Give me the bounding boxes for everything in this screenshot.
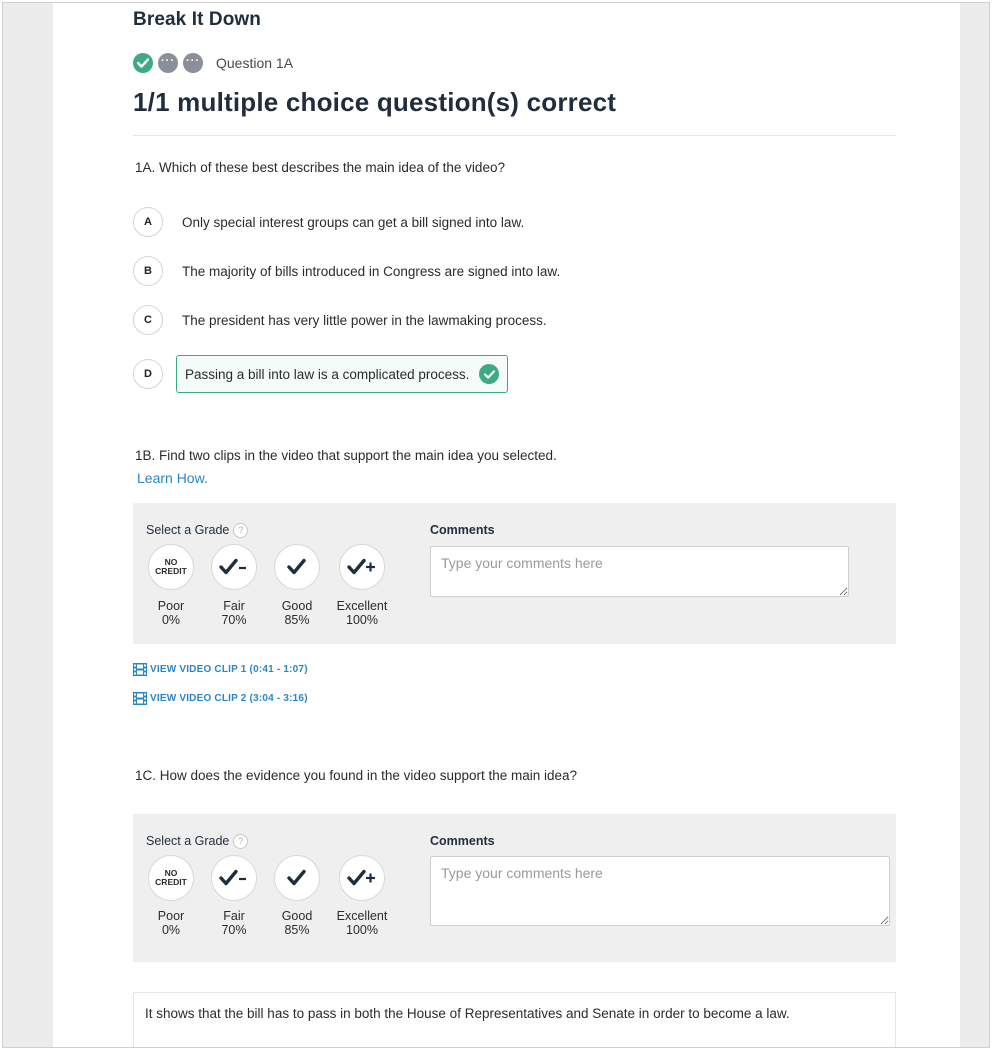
choice-letter[interactable]: B: [133, 256, 163, 286]
grade-caption-poor: Poor 0%: [157, 909, 185, 937]
progress-label: Question 1A: [216, 55, 294, 71]
score-heading: 1/1 multiple choice question(s) correct: [133, 87, 617, 117]
grade-caption-good: Good 85%: [281, 599, 313, 627]
choice-text: The majority of bills introduced in Congress are signed into law.: [182, 263, 561, 279]
video-clip-2-link[interactable]: [133, 692, 308, 705]
film-icon: [133, 663, 147, 676]
grade-excellent-button[interactable]: [339, 855, 385, 901]
page-frame: [2, 2, 990, 1048]
correct-check-icon: [479, 364, 499, 384]
help-icon[interactable]: ?: [233, 834, 248, 849]
grade-panel-1c: [133, 814, 896, 962]
choice-c[interactable]: [133, 303, 547, 337]
comments-label: Comments: [430, 834, 495, 848]
question-1b-text: 1B. Find two clips in the video that support the main idea you selected.: [135, 448, 557, 463]
grade-no-credit-button[interactable]: [148, 855, 194, 901]
grade-good-button[interactable]: [274, 855, 320, 901]
choice-text: Passing a bill into law is a complicated process.: [185, 366, 470, 382]
grade-caption-poor: Poor 0%: [157, 599, 185, 627]
choice-a[interactable]: [133, 205, 524, 239]
question-1a-text: 1A. Which of these best describes the main idea of the video?: [135, 160, 505, 175]
grade-caption-excellent: Excellent 100%: [336, 599, 388, 627]
comments-input[interactable]: [430, 856, 890, 926]
question-progress: [133, 53, 293, 73]
grade-caption-fair: Fair 70%: [221, 909, 247, 937]
step-complete-icon[interactable]: [133, 53, 153, 73]
grade-caption-good: Good 85%: [281, 909, 313, 937]
check-icon: [287, 869, 307, 887]
grade-caption-excellent: Excellent 100%: [336, 909, 388, 937]
help-icon[interactable]: ?: [233, 523, 248, 538]
student-answer-box: [133, 992, 896, 1048]
check-icon: [287, 558, 307, 576]
grade-panel-1b: [133, 503, 896, 644]
check-plus-icon: [347, 869, 377, 887]
check-minus-icon: [219, 869, 249, 887]
grade-excellent-button[interactable]: [339, 544, 385, 590]
content-column: [53, 3, 960, 1047]
selected-correct-answer[interactable]: [176, 355, 508, 393]
grade-good-button[interactable]: [274, 544, 320, 590]
student-answer-text: It shows that the bill has to pass in both the House of Representatives and Senate in order to become a law.: [145, 1006, 790, 1021]
divider: [133, 135, 896, 136]
grade-no-credit-button[interactable]: [148, 544, 194, 590]
grade-fair-button[interactable]: [211, 855, 257, 901]
video-clip-1-link[interactable]: [133, 663, 308, 676]
comments-label: Comments: [430, 523, 495, 537]
clip-label[interactable]: VIEW VIDEO CLIP 2 (3:04 - 3:16): [150, 693, 308, 704]
grade-fair-button[interactable]: [211, 544, 257, 590]
section-title: Break It Down: [133, 9, 261, 30]
step-pending-icon[interactable]: ···: [158, 53, 178, 73]
film-icon: [133, 692, 147, 705]
choice-text: Only special interest groups can get a bill signed into law.: [182, 214, 525, 230]
choice-letter[interactable]: C: [133, 305, 163, 335]
no-credit-icon: NO CREDIT: [155, 557, 187, 576]
check-plus-icon: [347, 558, 377, 576]
no-credit-icon: NO CREDIT: [155, 868, 187, 887]
select-grade-label: Select a Grade ?: [146, 523, 248, 538]
choice-letter[interactable]: D: [133, 359, 163, 389]
select-grade-label: Select a Grade ?: [146, 834, 248, 849]
choice-letter[interactable]: A: [133, 207, 163, 237]
grade-caption-fair: Fair 70%: [221, 599, 247, 627]
comments-input[interactable]: [430, 546, 849, 597]
choice-b[interactable]: [133, 254, 560, 288]
step-pending-icon[interactable]: ···: [183, 53, 203, 73]
clip-label[interactable]: VIEW VIDEO CLIP 1 (0:41 - 1:07): [150, 664, 308, 675]
choice-d[interactable]: [133, 354, 508, 394]
check-minus-icon: [219, 558, 249, 576]
question-1c-text: 1C. How does the evidence you found in the video support the main idea?: [135, 768, 578, 783]
choice-text: The president has very little power in the lawmaking process.: [182, 312, 547, 328]
learn-how-link[interactable]: Learn How.: [137, 470, 208, 486]
